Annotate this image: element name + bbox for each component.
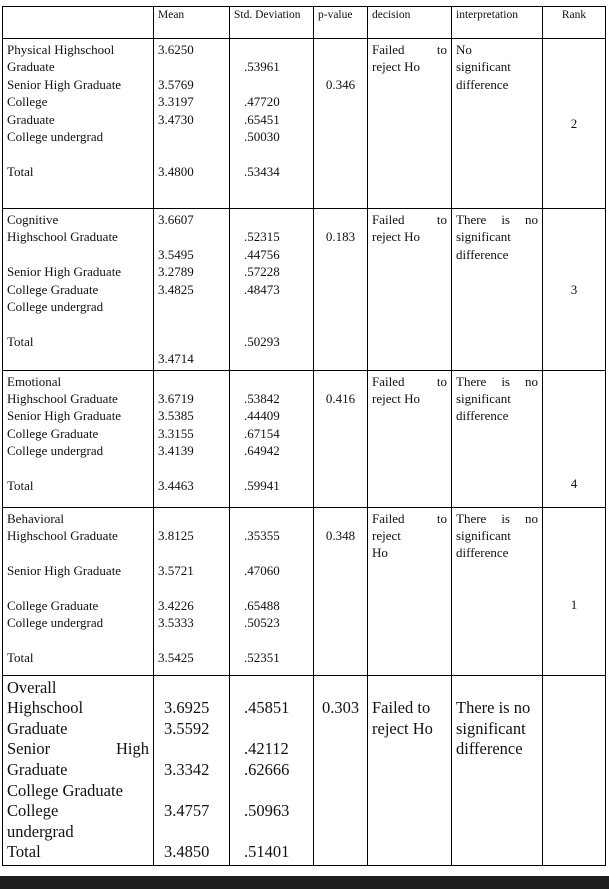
interpretation-line: difference [456, 246, 509, 262]
mean-gap [164, 781, 225, 802]
sd-value: .59941 [244, 478, 280, 493]
sd-gap [244, 41, 309, 58]
sd-value: .47060 [244, 562, 280, 578]
label-line: Graduate [7, 59, 55, 75]
sd-gap [244, 822, 309, 843]
label-line: Graduate [7, 759, 68, 779]
decision-cell [368, 675, 452, 865]
interpretation-line: difference [456, 76, 509, 92]
sd-value: .52315 [244, 229, 280, 245]
mean-gap [158, 58, 225, 75]
label-line: College undergrad [7, 615, 104, 630]
interpretation-line: significant [456, 528, 511, 543]
group-row-emotional [3, 370, 606, 507]
p-gap [318, 211, 363, 228]
label-line: Physical Highschool [7, 42, 115, 57]
sd-gap [244, 579, 309, 596]
sd-gap [244, 631, 309, 648]
decision-line: reject [372, 528, 401, 543]
mean-cell [154, 209, 230, 371]
group-row-physical [3, 39, 606, 209]
mean-gap [158, 631, 225, 648]
interpretation-line: There is no [456, 212, 538, 227]
sd-gap [244, 781, 309, 802]
rank-value: 2 [570, 115, 578, 131]
decision-cell [368, 507, 452, 675]
mean-gap [158, 128, 225, 145]
label-line: Highschool Graduate [7, 528, 118, 543]
group-row-overall [3, 675, 606, 865]
rank-cell [543, 209, 606, 371]
sd-gap [244, 373, 309, 390]
label-line: Highschool Graduate [7, 391, 118, 406]
sd-value: .65451 [244, 111, 280, 127]
sd-value: .51401 [244, 842, 290, 862]
sd-value: .44409 [244, 408, 280, 424]
label-line: College Graduate [7, 425, 99, 441]
p-value-cell [314, 507, 368, 675]
p-value: 0.416 [325, 390, 356, 406]
p-value-cell [314, 675, 368, 865]
label-line: College Graduate [7, 597, 99, 613]
mean-value: 3.5385 [158, 408, 194, 424]
sd-value: .50293 [244, 333, 280, 349]
mean-value: 3.3342 [164, 759, 210, 779]
label-line: Total [7, 478, 34, 494]
p-gap [318, 373, 363, 390]
decision-cell [368, 39, 452, 209]
sd-value: .62666 [244, 759, 290, 779]
sd-cell [230, 370, 314, 507]
interpretation-line: There is no [456, 698, 531, 718]
sd-value: .53961 [244, 59, 280, 75]
p-gap [318, 510, 363, 527]
p-value-cell [314, 209, 368, 371]
label-line: Senior High [7, 739, 149, 759]
label-gap [7, 246, 149, 263]
mean-gap [158, 145, 225, 162]
interpretation-gap [456, 678, 538, 699]
sd-value: .64942 [244, 443, 280, 459]
sd-gap [244, 544, 309, 561]
decision-line: Failed to [372, 510, 447, 526]
p-value: 0.183 [325, 229, 356, 245]
label-line: Senior High Graduate [7, 562, 122, 578]
sd-value: .50523 [244, 614, 280, 630]
labels-cell [3, 39, 154, 209]
sd-value: .57228 [244, 264, 280, 280]
header-p-value: p-value [314, 7, 368, 39]
decision-line: Failed to [372, 698, 431, 718]
mean-value: 3.6607 [158, 212, 194, 227]
label-line: Total [7, 842, 41, 862]
label-line: Senior High Graduate [7, 408, 122, 424]
label-line: Senior High Graduate [7, 264, 122, 280]
interpretation-line: No [456, 42, 472, 57]
sd-gap [244, 211, 309, 228]
label-line: undergrad [7, 821, 74, 841]
label-line: College Graduate [7, 780, 123, 800]
label-line: Behavioral [7, 510, 65, 526]
sd-cell [230, 507, 314, 675]
interpretation-cell [452, 507, 543, 675]
interpretation-line: significant [456, 718, 526, 738]
label-line: College undergrad [7, 299, 104, 315]
mean-value: 3.5769 [158, 76, 194, 92]
mean-value: 3.5425 [158, 649, 194, 665]
interpretation-line: difference [456, 545, 509, 561]
mean-value: 3.4463 [158, 478, 194, 493]
mean-gap [158, 510, 225, 527]
sd-value: .42112 [244, 739, 289, 759]
label-line: Graduate [7, 111, 55, 127]
label-gap [7, 315, 149, 332]
decision-cell [368, 209, 452, 371]
p-value: 0.303 [321, 698, 360, 718]
decision-line: Failed to [372, 42, 447, 57]
mean-value: 3.3197 [158, 94, 194, 110]
mean-value: 3.4226 [158, 597, 194, 613]
rank-value: 4 [570, 476, 578, 492]
header-decision: decision [368, 7, 452, 39]
sd-value: .52351 [244, 649, 280, 665]
mean-gap [158, 298, 225, 315]
rank-cell [543, 370, 606, 507]
p-gap [318, 58, 363, 75]
label-gap [7, 460, 149, 477]
mean-value: 3.5333 [158, 614, 194, 630]
header-row [3, 7, 606, 39]
label-line: Graduate [7, 718, 68, 738]
label-line: College [7, 94, 48, 110]
sd-value: .67154 [244, 425, 280, 441]
sd-gap [244, 76, 309, 93]
mean-cell [154, 39, 230, 209]
mean-value: 3.5495 [158, 246, 194, 262]
interpretation-cell [452, 675, 543, 865]
status-bar [0, 876, 609, 889]
labels-cell [3, 675, 154, 865]
header-interpretation: interpretation [452, 7, 543, 39]
sd-gap [244, 315, 309, 332]
decision-line: Failed to [372, 212, 447, 227]
interpretation-line: difference [456, 408, 509, 424]
header-mean: Mean [154, 7, 230, 39]
p-value-cell [314, 370, 368, 507]
group-row-cognitive [3, 209, 606, 371]
mean-cell [154, 675, 230, 865]
header-rank: Rank [543, 7, 606, 39]
sd-cell [230, 675, 314, 865]
p-value: 0.348 [325, 527, 356, 543]
label-line: Highschool [7, 698, 84, 718]
label-line: Total [7, 333, 34, 349]
rank-value: 3 [570, 281, 578, 297]
interpretation-line: difference [456, 739, 523, 759]
interpretation-line: significant [456, 229, 511, 245]
sd-value: .65488 [244, 597, 280, 613]
sd-gap [244, 298, 309, 315]
mean-value: 3.6925 [164, 698, 210, 718]
mean-value: 3.4714 [158, 351, 194, 367]
mean-value: 3.5592 [164, 718, 210, 738]
anova-results-table [2, 6, 606, 866]
rank-cell [543, 675, 606, 865]
decision-gap [372, 678, 447, 699]
labels-cell [3, 507, 154, 675]
mean-gap [164, 678, 225, 699]
label-line: Senior High Graduate [7, 76, 122, 92]
sd-value: .35355 [244, 527, 280, 543]
sd-gap [244, 145, 309, 162]
interpretation-cell [452, 370, 543, 507]
mean-gap [158, 373, 225, 390]
sd-cell [230, 39, 314, 209]
label-gap [7, 145, 149, 162]
p-gap [318, 41, 363, 58]
label-line: Cognitive [7, 212, 59, 227]
mean-gap [158, 460, 225, 477]
labels-cell [3, 370, 154, 507]
rank-cell [543, 507, 606, 675]
group-row-behavioral [3, 507, 606, 675]
label-gap [7, 579, 149, 596]
mean-cell [154, 370, 230, 507]
mean-gap [158, 315, 225, 332]
rank-cell [543, 39, 606, 209]
mean-gap [158, 579, 225, 596]
label-line: College Graduate [7, 281, 99, 297]
sd-gap [244, 678, 309, 699]
interpretation-line: There is no [456, 510, 538, 526]
mean-gap [158, 333, 225, 350]
decision-line: reject Ho [372, 718, 433, 738]
decision-line: reject Ho [372, 59, 421, 75]
decision-line: reject Ho [372, 229, 421, 245]
sd-gap [244, 510, 309, 527]
mean-value: 3.3155 [158, 425, 194, 441]
mean-value: 3.4139 [158, 443, 194, 459]
sd-value: .50030 [244, 129, 280, 144]
interpretation-line: significant [456, 391, 511, 406]
mean-value: 3.6250 [158, 42, 194, 57]
rank-value: 1 [570, 597, 578, 613]
decision-line: reject Ho [372, 391, 421, 406]
sd-value: .50963 [244, 801, 290, 821]
mean-gap [158, 228, 225, 245]
label-line: Emotional [7, 373, 62, 389]
mean-value: 3.4757 [164, 801, 210, 821]
mean-gap [164, 822, 225, 843]
sd-gap [244, 460, 309, 477]
mean-value: 3.4825 [158, 281, 194, 297]
sd-value: .53434 [244, 163, 280, 179]
label-gap [7, 544, 149, 561]
label-line: College undergrad [7, 129, 104, 145]
label-line: Highschool Graduate [7, 229, 118, 245]
sd-value: .53842 [244, 390, 280, 406]
interpretation-cell [452, 209, 543, 371]
label-line: Total [7, 163, 34, 179]
label-line: College undergrad [7, 443, 104, 459]
p-gap [318, 678, 363, 699]
sd-value: .48473 [244, 281, 280, 297]
mean-value: 3.4800 [158, 163, 194, 179]
mean-value: 3.4730 [158, 111, 194, 127]
decision-cell [368, 370, 452, 507]
header-std-deviation: Std. Deviation [230, 7, 314, 39]
decision-line: Ho [372, 545, 388, 561]
mean-gap [164, 739, 225, 760]
mean-value: 3.5721 [158, 562, 194, 578]
label-line: Overall [7, 677, 57, 697]
interpretation-line: There is no [456, 373, 538, 389]
label-line: College [7, 801, 59, 821]
sd-gap [244, 719, 309, 740]
p-value: 0.346 [325, 76, 356, 92]
mean-value: 3.6719 [158, 390, 194, 406]
mean-gap [158, 544, 225, 561]
p-value-cell [314, 39, 368, 209]
decision-line: Failed to [372, 373, 447, 389]
sd-value: .45851 [244, 698, 290, 718]
header-blank [3, 7, 154, 39]
mean-cell [154, 507, 230, 675]
interpretation-line: significant [456, 59, 511, 75]
label-line: Total [7, 649, 34, 665]
mean-value: 3.4850 [164, 842, 210, 862]
mean-value: 3.8125 [158, 527, 194, 543]
label-gap [7, 631, 149, 648]
interpretation-cell [452, 39, 543, 209]
sd-value: .47720 [244, 94, 280, 110]
sd-value: .44756 [244, 246, 280, 262]
sd-cell [230, 209, 314, 371]
mean-value: 3.2789 [158, 264, 194, 280]
labels-cell [3, 209, 154, 371]
